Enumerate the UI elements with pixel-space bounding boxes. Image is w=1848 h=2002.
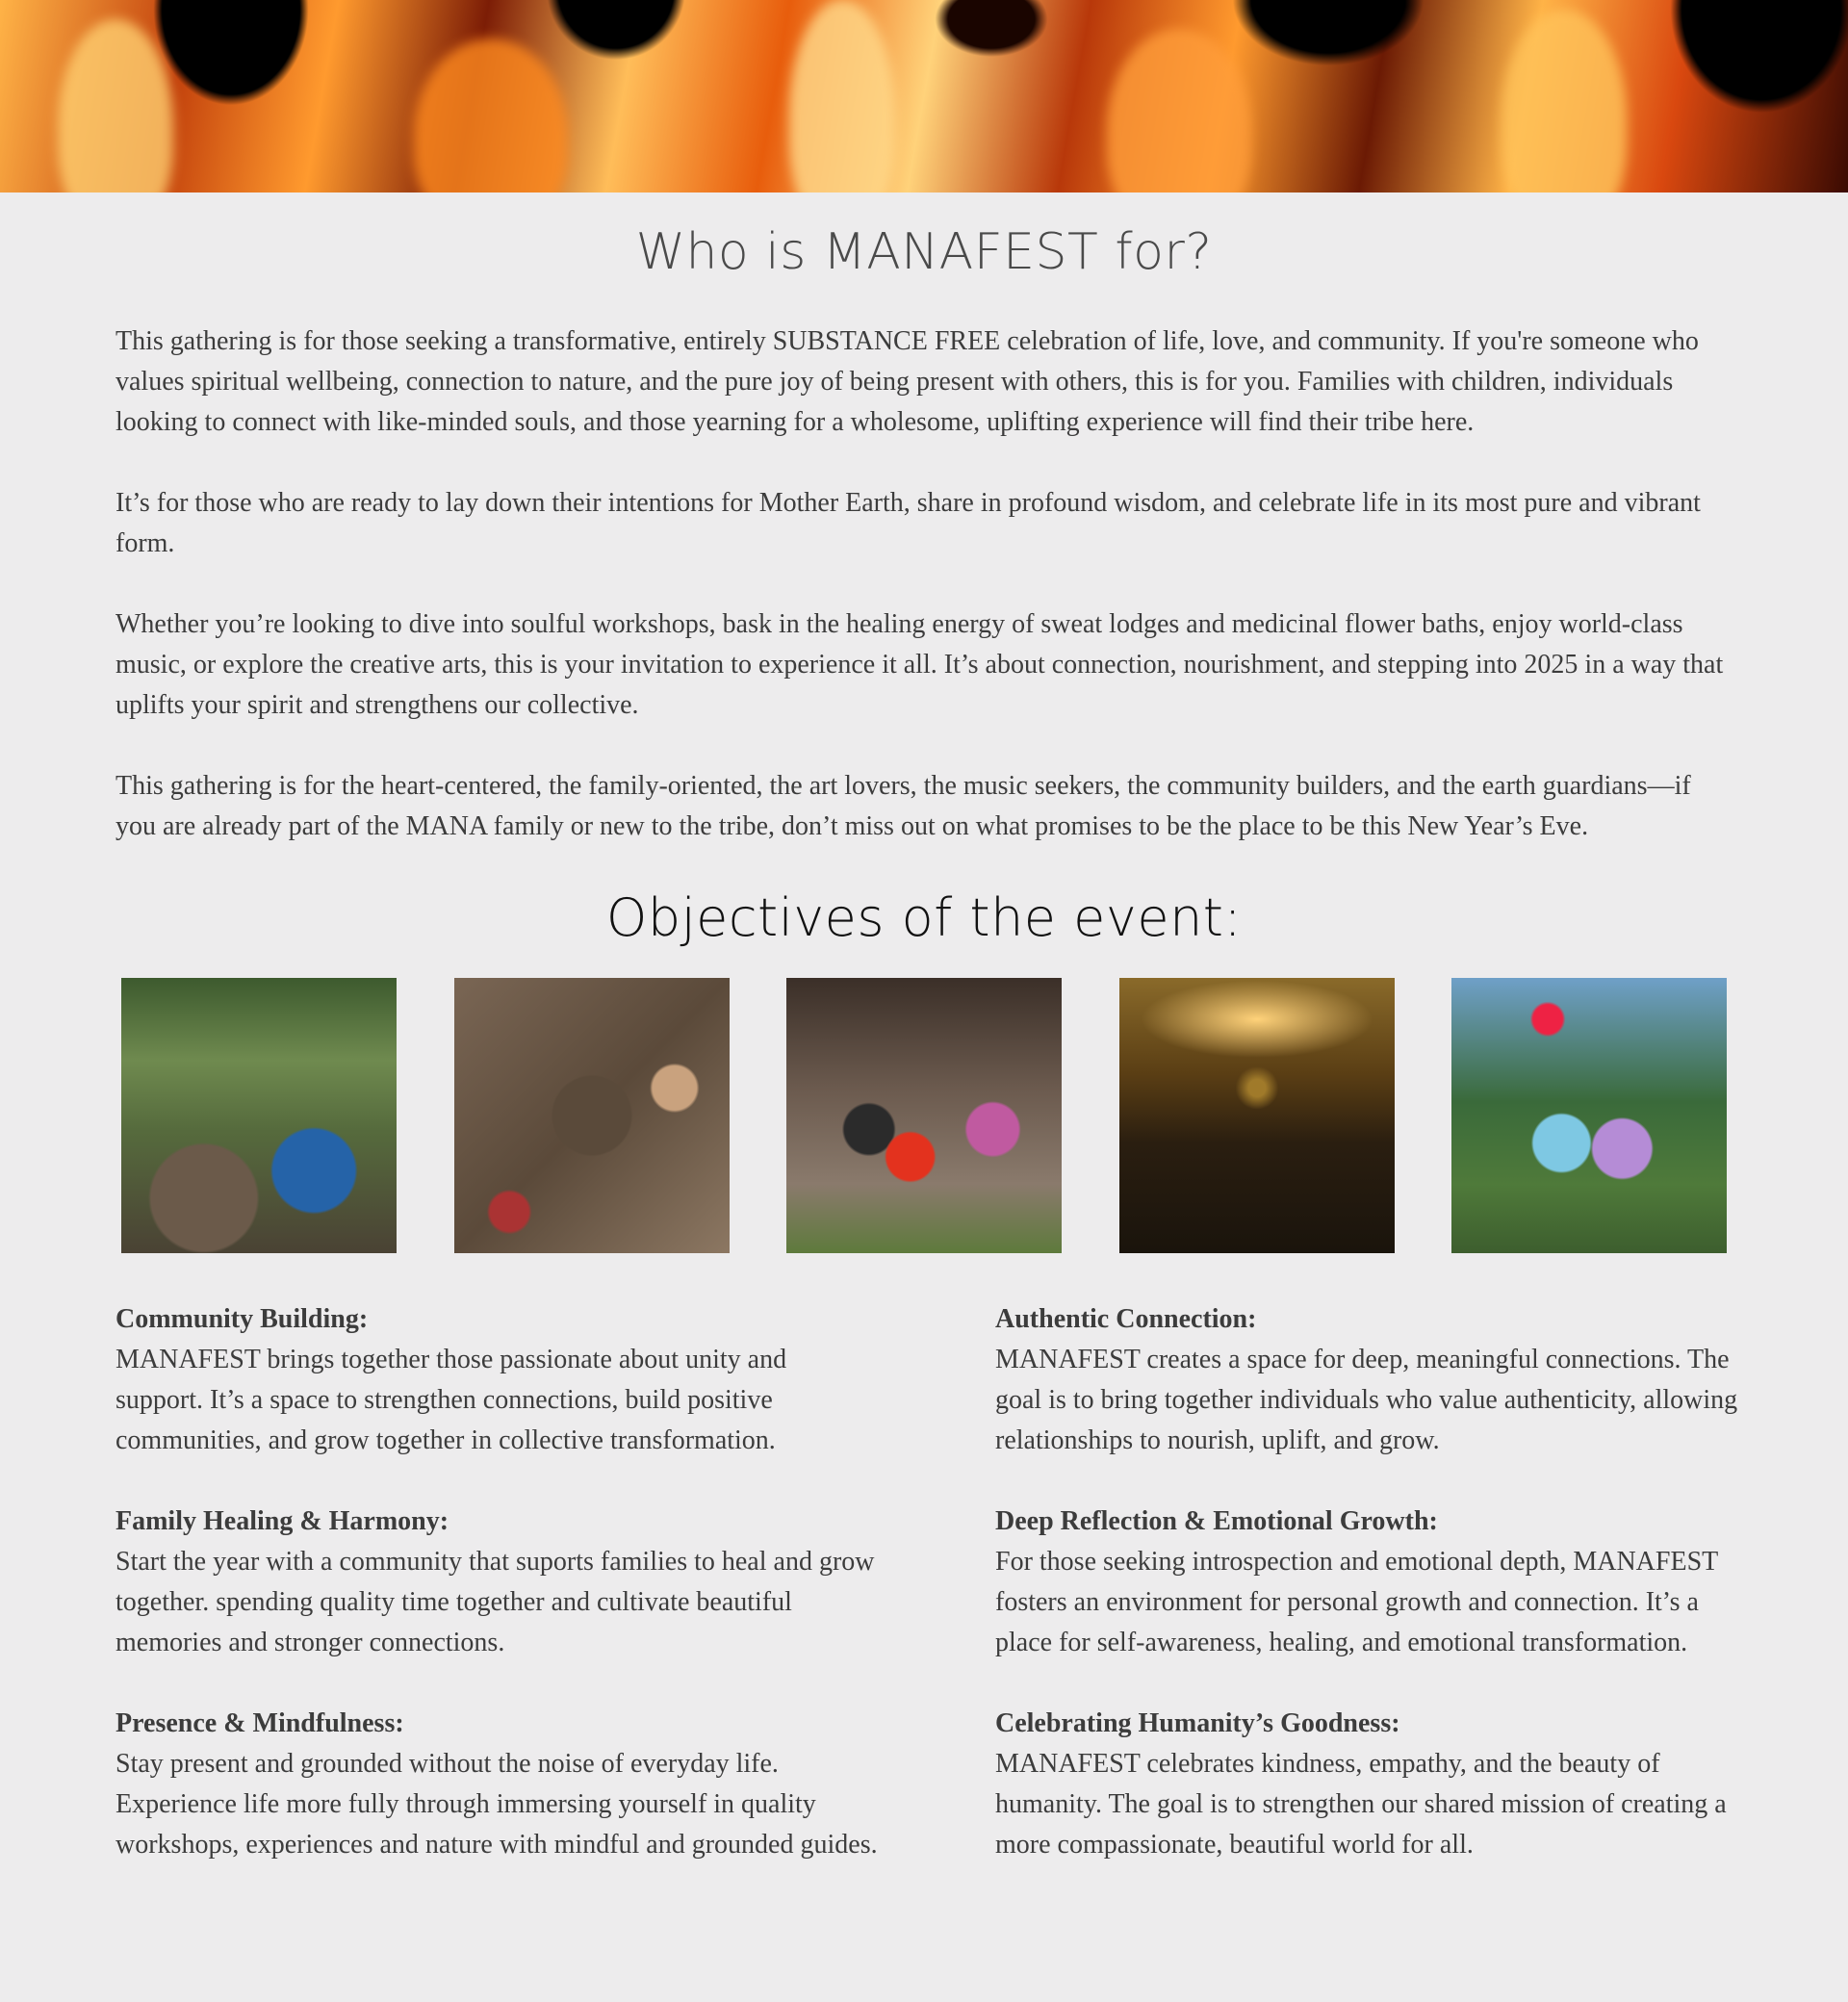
objective-item <box>995 1704 1746 1865</box>
who-paragraph: This gathering is for the heart-centered, the family-oriented, the art lovers, the music seekers, the community builders, and the earth guardians—if you are already part of the MANA family or new to the tribe, don’t miss out on what promises to be the place to be this New Year’s Eve. <box>116 771 1691 841</box>
objective-title: Family Healing & Harmony: <box>116 1506 449 1536</box>
who-description <box>116 321 1732 847</box>
flame-shape <box>1107 29 1251 192</box>
objective-item <box>995 1299 1746 1461</box>
objective-text: MANAFEST celebrates kindness, empathy, and the beauty of humanity. The goal is to strengthen our shared mission of creating a more compassionate, beautiful world for all. <box>995 1749 1727 1860</box>
objective-text: For those seeking introspection and emotional depth, MANAFEST fosters an environment for personal growth and connection. It’s a place for self-awareness, healing, and emotional transformation. <box>995 1547 1718 1657</box>
objectives-right-column <box>995 1299 1746 1906</box>
objective-text: MANAFEST creates a space for deep, meaningful connections. The goal is to bring together individuals who value authenticity, allowing relationships to nourish, uplift, and grow. <box>995 1345 1738 1455</box>
children-group-photo <box>786 978 1062 1253</box>
circle-gathering-photo <box>121 978 397 1253</box>
objective-text: Start the year with a community that suports families to heal and grow together. spending quality time together and cultivate beautiful memories and stronger connections. <box>116 1547 875 1657</box>
who-paragraph: This gathering is for those seeking a transformative, entirely SUBSTANCE FREE celebration of life, love, and community. If you're someone who values spiritual wellbeing, connection to nature, and the pure joy of being present with others, this is for you. Families with children, individuals looking to connect with like-minded souls, and those yearning for a wholesome, uplifting experience will find their tribe here. <box>116 326 1699 437</box>
photo-gallery <box>116 978 1732 1253</box>
objective-title: Community Building: <box>116 1304 369 1334</box>
hero-fire-banner <box>0 0 1848 192</box>
who-paragraph: It’s for those who are ready to lay down their intentions for Mother Earth, share in profound wisdom, and celebrate life in its most pure and vibrant form. <box>116 488 1701 558</box>
objective-item <box>116 1299 880 1461</box>
objective-item <box>116 1704 880 1865</box>
flower-offering-photo <box>454 978 730 1253</box>
objective-text: MANAFEST brings together those passionate about unity and support. It’s a space to strengthen connections, build positive communities, and grow together in collective transformation. <box>116 1345 787 1455</box>
girls-dancing-photo <box>1451 978 1727 1253</box>
objective-title: Deep Reflection & Emotional Growth: <box>995 1506 1438 1536</box>
who-paragraph: Whether you’re looking to dive into soulful workshops, bask in the healing energy of sweat lodges and medicinal flower baths, enjoy world-class music, or explore the creative arts, this is your invitation to experience it all. It’s about connection, nourishment, and stepping into 2025 in a way that uplifts your spirit and strengthens our collective. <box>116 609 1724 720</box>
tent-dance-lights-photo <box>1119 978 1395 1253</box>
flame-shape <box>1502 10 1627 192</box>
who-is-manafest-heading: Who is MANAFEST for? <box>635 223 1213 281</box>
objective-title: Presence & Mindfulness: <box>116 1708 404 1738</box>
objective-text: Stay present and grounded without the noise of everyday life. Experience life more fully through immersing yourself in quality workshops, experiences and nature with mindful and grounded guides. <box>116 1749 878 1860</box>
objective-title: Celebrating Humanity’s Goodness: <box>995 1708 1400 1738</box>
objective-item <box>116 1502 880 1663</box>
flame-shape <box>414 38 568 192</box>
objectives-left-column <box>116 1299 880 1906</box>
objective-title: Authentic Connection: <box>995 1304 1257 1334</box>
objective-item <box>995 1502 1746 1663</box>
objectives-grid <box>116 1299 1738 1906</box>
flame-shape <box>58 19 173 192</box>
flame-shape <box>789 0 895 192</box>
objectives-heading: Objectives of the event: <box>605 887 1243 948</box>
